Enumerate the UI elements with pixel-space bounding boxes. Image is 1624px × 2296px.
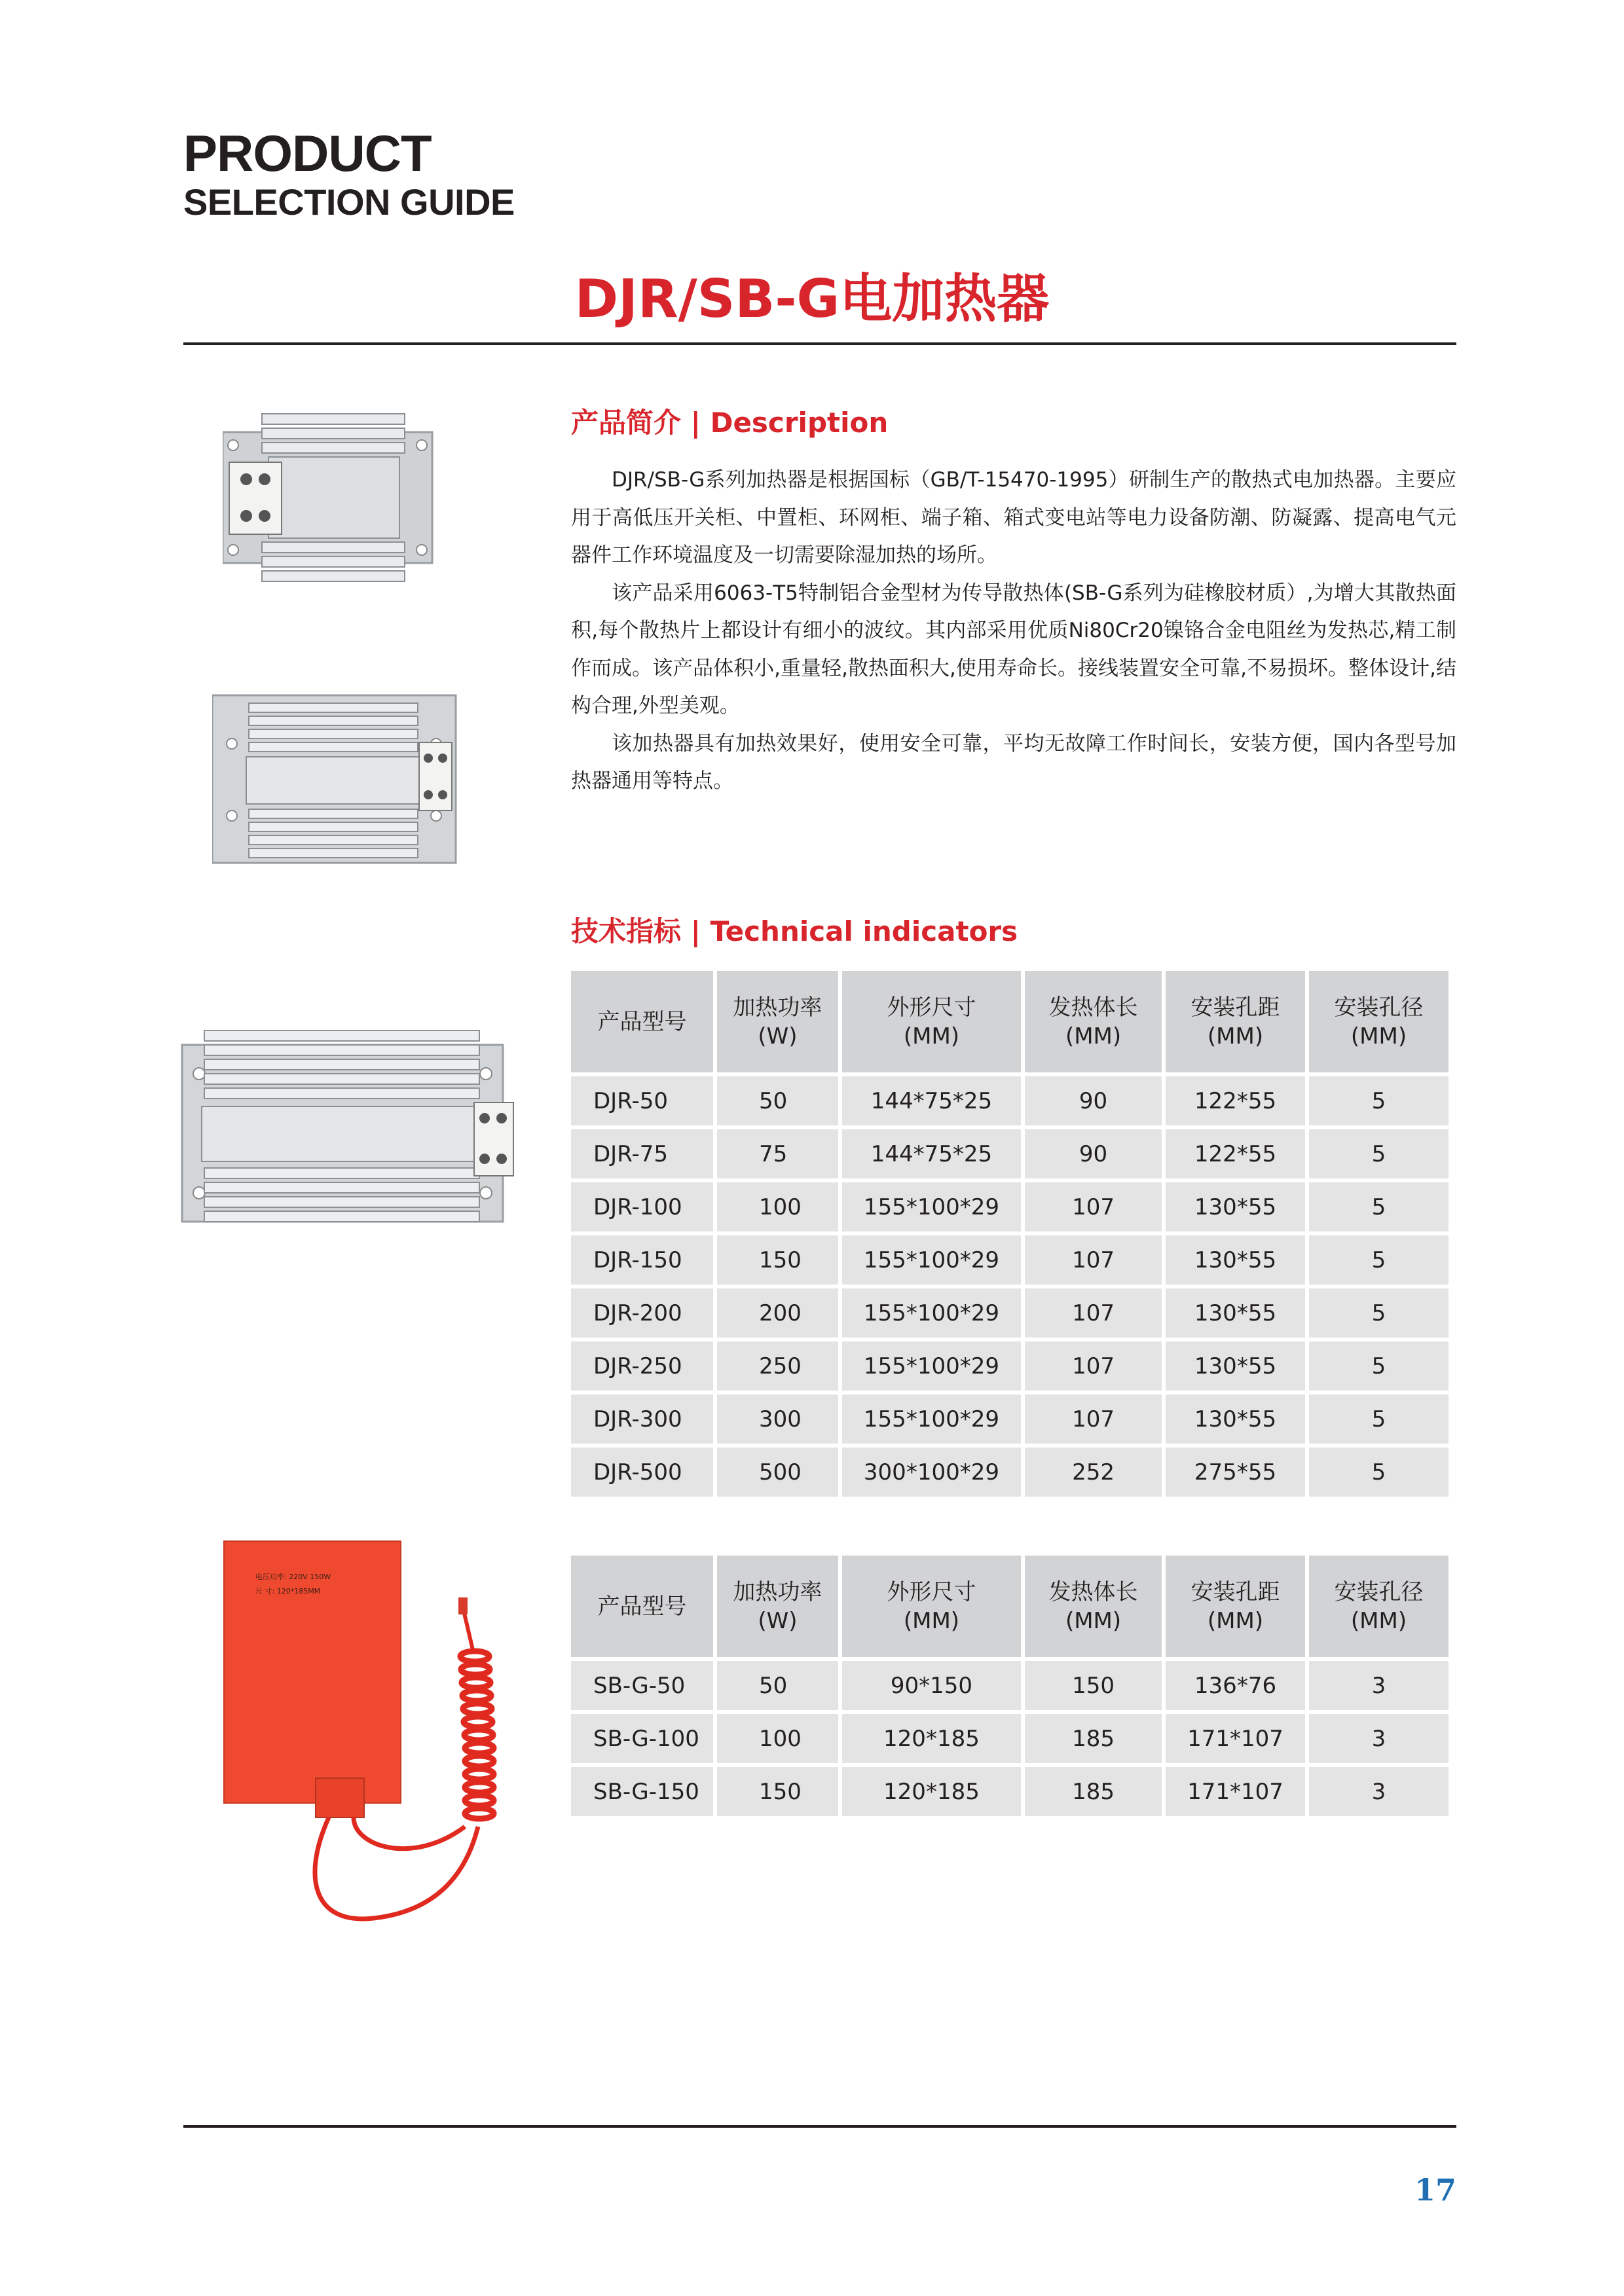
cell-hole-spacing: 171*107 [1166, 1714, 1305, 1763]
cell-hole-spacing: 130*55 [1166, 1235, 1305, 1285]
table-row [571, 1341, 1449, 1391]
cell-power: 100 [717, 1182, 838, 1231]
cell-hole-spacing: 130*55 [1166, 1394, 1305, 1444]
cell-power: 50 [717, 1076, 838, 1125]
technical-heading: 技术指标 | Technical indicators [571, 915, 1018, 947]
page-number: 17 [1414, 2172, 1456, 2208]
cell-size: 155*100*29 [842, 1341, 1021, 1391]
description-paragraph: DJR/SB-G系列加热器是根据国标（GB/T-15470-1995）研制生产的散热式电加热器。主要应用于高低压开关柜、中置柜、环网柜、端子箱、箱式变电站等电力设备防潮、防凝露、提高电气元器件工作环境温度及一切需要除湿加热的场所。 [571, 468, 1456, 567]
cell-heater-length: 185 [1025, 1714, 1162, 1763]
cell-model: SB-G-50 [571, 1661, 713, 1710]
heater-image-small [223, 411, 439, 583]
cell-model: DJR-300 [571, 1394, 713, 1444]
cell-model: SB-G-100 [571, 1714, 713, 1763]
header-size: 外形尺寸 (MM) [842, 971, 1021, 1072]
heater-image-medium [212, 694, 461, 866]
djr-spec-table [567, 967, 1452, 1501]
header-hole-spacing: 安装孔距 (MM) [1166, 971, 1305, 1072]
cell-heater-length: 90 [1025, 1129, 1162, 1178]
cell-hole-spacing: 136*76 [1166, 1661, 1305, 1710]
cell-model: SB-G-150 [571, 1767, 713, 1816]
cell-size: 144*75*25 [842, 1076, 1021, 1125]
bottom-divider [183, 2125, 1456, 2128]
header-power: 加热功率 (W) [717, 1556, 838, 1657]
cell-power: 100 [717, 1714, 838, 1763]
top-divider [183, 342, 1456, 345]
header-hole-diameter: 安装孔径 (MM) [1309, 971, 1449, 1072]
cell-heater-length: 150 [1025, 1661, 1162, 1710]
cell-hole-diameter: 5 [1309, 1076, 1449, 1125]
cell-hole-spacing: 122*55 [1166, 1129, 1305, 1178]
header-hole-spacing: 安装孔距 (MM) [1166, 1556, 1305, 1657]
header-size: 外形尺寸 (MM) [842, 1556, 1021, 1657]
description-paragraph: 该加热器具有加热效果好，使用安全可靠，平均无故障工作时间长，安装方便，国内各型号加热器通用等特点。 [571, 731, 1456, 793]
cell-size: 155*100*29 [842, 1288, 1021, 1338]
table-row [571, 1714, 1449, 1763]
table-row [571, 1448, 1449, 1497]
table-row [571, 1394, 1449, 1444]
cell-power: 300 [717, 1394, 838, 1444]
cell-heater-length: 185 [1025, 1767, 1162, 1816]
cell-model: DJR-200 [571, 1288, 713, 1338]
description-body [571, 462, 1456, 801]
cell-power: 50 [717, 1661, 838, 1710]
cell-power: 75 [717, 1129, 838, 1178]
table-row [571, 1288, 1449, 1338]
cell-power: 150 [717, 1235, 838, 1285]
cell-model: DJR-250 [571, 1341, 713, 1391]
cell-size: 120*185 [842, 1714, 1021, 1763]
header-power: 加热功率 (W) [717, 971, 838, 1072]
cell-hole-spacing: 122*55 [1166, 1076, 1305, 1125]
header-heater-length: 发热体长 (MM) [1025, 971, 1162, 1072]
description-paragraph: 该产品采用6063-T5特制铝合金型材为传导散热体(SB-G系列为硅橡胶材质）,为增大其散热面积,每个散热片上都设计有细小的波纹。其内部采用优质Ni80Cr20镍铬合金电阻丝为发热芯,精工制作而成。该产品体积小,重量轻,散热面积大,使用寿命长。接线装置安全可靠,不易损坏。整体设计,结构合理,外型美观。 [571, 581, 1456, 718]
cell-size: 90*150 [842, 1661, 1021, 1710]
cell-power: 250 [717, 1341, 838, 1391]
product-selection-guide-heading [183, 124, 515, 223]
silicone-label-line-2: 尺 寸: 120*185MM [255, 1587, 321, 1595]
cell-size: 300*100*29 [842, 1448, 1021, 1497]
cell-heater-length: 107 [1025, 1394, 1162, 1444]
silicone-heater-image [216, 1539, 517, 1931]
cell-power: 200 [717, 1288, 838, 1338]
cell-size: 155*100*29 [842, 1182, 1021, 1231]
cell-power: 150 [717, 1767, 838, 1816]
guide-line-1: PRODUCT [183, 124, 432, 182]
cell-hole-diameter: 3 [1309, 1767, 1449, 1816]
cell-hole-diameter: 5 [1309, 1182, 1449, 1231]
guide-line-2: SELECTION GUIDE [183, 181, 515, 223]
cell-size: 144*75*25 [842, 1129, 1021, 1178]
cell-hole-diameter: 5 [1309, 1235, 1449, 1285]
cell-hole-diameter: 5 [1309, 1341, 1449, 1391]
cell-model: DJR-75 [571, 1129, 713, 1178]
cell-model: DJR-150 [571, 1235, 713, 1285]
cell-power: 500 [717, 1448, 838, 1497]
description-heading: 产品简介 | Description [571, 407, 889, 439]
sbg-table-body [571, 1661, 1449, 1816]
cell-model: DJR-50 [571, 1076, 713, 1125]
table-header-row [571, 1556, 1449, 1657]
table-header-row [571, 971, 1449, 1072]
cell-hole-diameter: 5 [1309, 1288, 1449, 1338]
table-row [571, 1235, 1449, 1285]
table-row [571, 1767, 1449, 1816]
cell-heater-length: 252 [1025, 1448, 1162, 1497]
cell-hole-spacing: 171*107 [1166, 1767, 1305, 1816]
table-row [571, 1129, 1449, 1178]
cell-size: 155*100*29 [842, 1235, 1021, 1285]
heater-image-large [178, 1028, 519, 1237]
header-heater-length: 发热体长 (MM) [1025, 1556, 1162, 1657]
cell-hole-spacing: 130*55 [1166, 1341, 1305, 1391]
table-row [571, 1076, 1449, 1125]
header-model: 产品型号 [571, 971, 713, 1072]
djr-table-body [571, 1076, 1449, 1497]
cell-model: DJR-100 [571, 1182, 713, 1231]
cell-heater-length: 107 [1025, 1182, 1162, 1231]
cell-size: 155*100*29 [842, 1394, 1021, 1444]
cell-heater-length: 107 [1025, 1235, 1162, 1285]
cell-hole-diameter: 3 [1309, 1661, 1449, 1710]
cell-hole-diameter: 5 [1309, 1129, 1449, 1178]
cell-hole-spacing: 275*55 [1166, 1448, 1305, 1497]
cell-hole-diameter: 5 [1309, 1448, 1449, 1497]
cell-heater-length: 90 [1025, 1076, 1162, 1125]
cell-model: DJR-500 [571, 1448, 713, 1497]
cell-hole-spacing: 130*55 [1166, 1182, 1305, 1231]
cell-heater-length: 107 [1025, 1288, 1162, 1338]
page-title: DJR/SB-G电加热器 [574, 268, 1050, 329]
header-model: 产品型号 [571, 1556, 713, 1657]
cell-hole-diameter: 3 [1309, 1714, 1449, 1763]
silicone-label-line-1: 电压功率: 220V 150W [255, 1573, 331, 1581]
header-hole-diameter: 安装孔径 (MM) [1309, 1556, 1449, 1657]
cell-heater-length: 107 [1025, 1341, 1162, 1391]
table-row [571, 1182, 1449, 1231]
cell-hole-diameter: 5 [1309, 1394, 1449, 1444]
cell-size: 120*185 [842, 1767, 1021, 1816]
table-row [571, 1661, 1449, 1710]
sbg-spec-table [567, 1552, 1452, 1820]
cell-hole-spacing: 130*55 [1166, 1288, 1305, 1338]
